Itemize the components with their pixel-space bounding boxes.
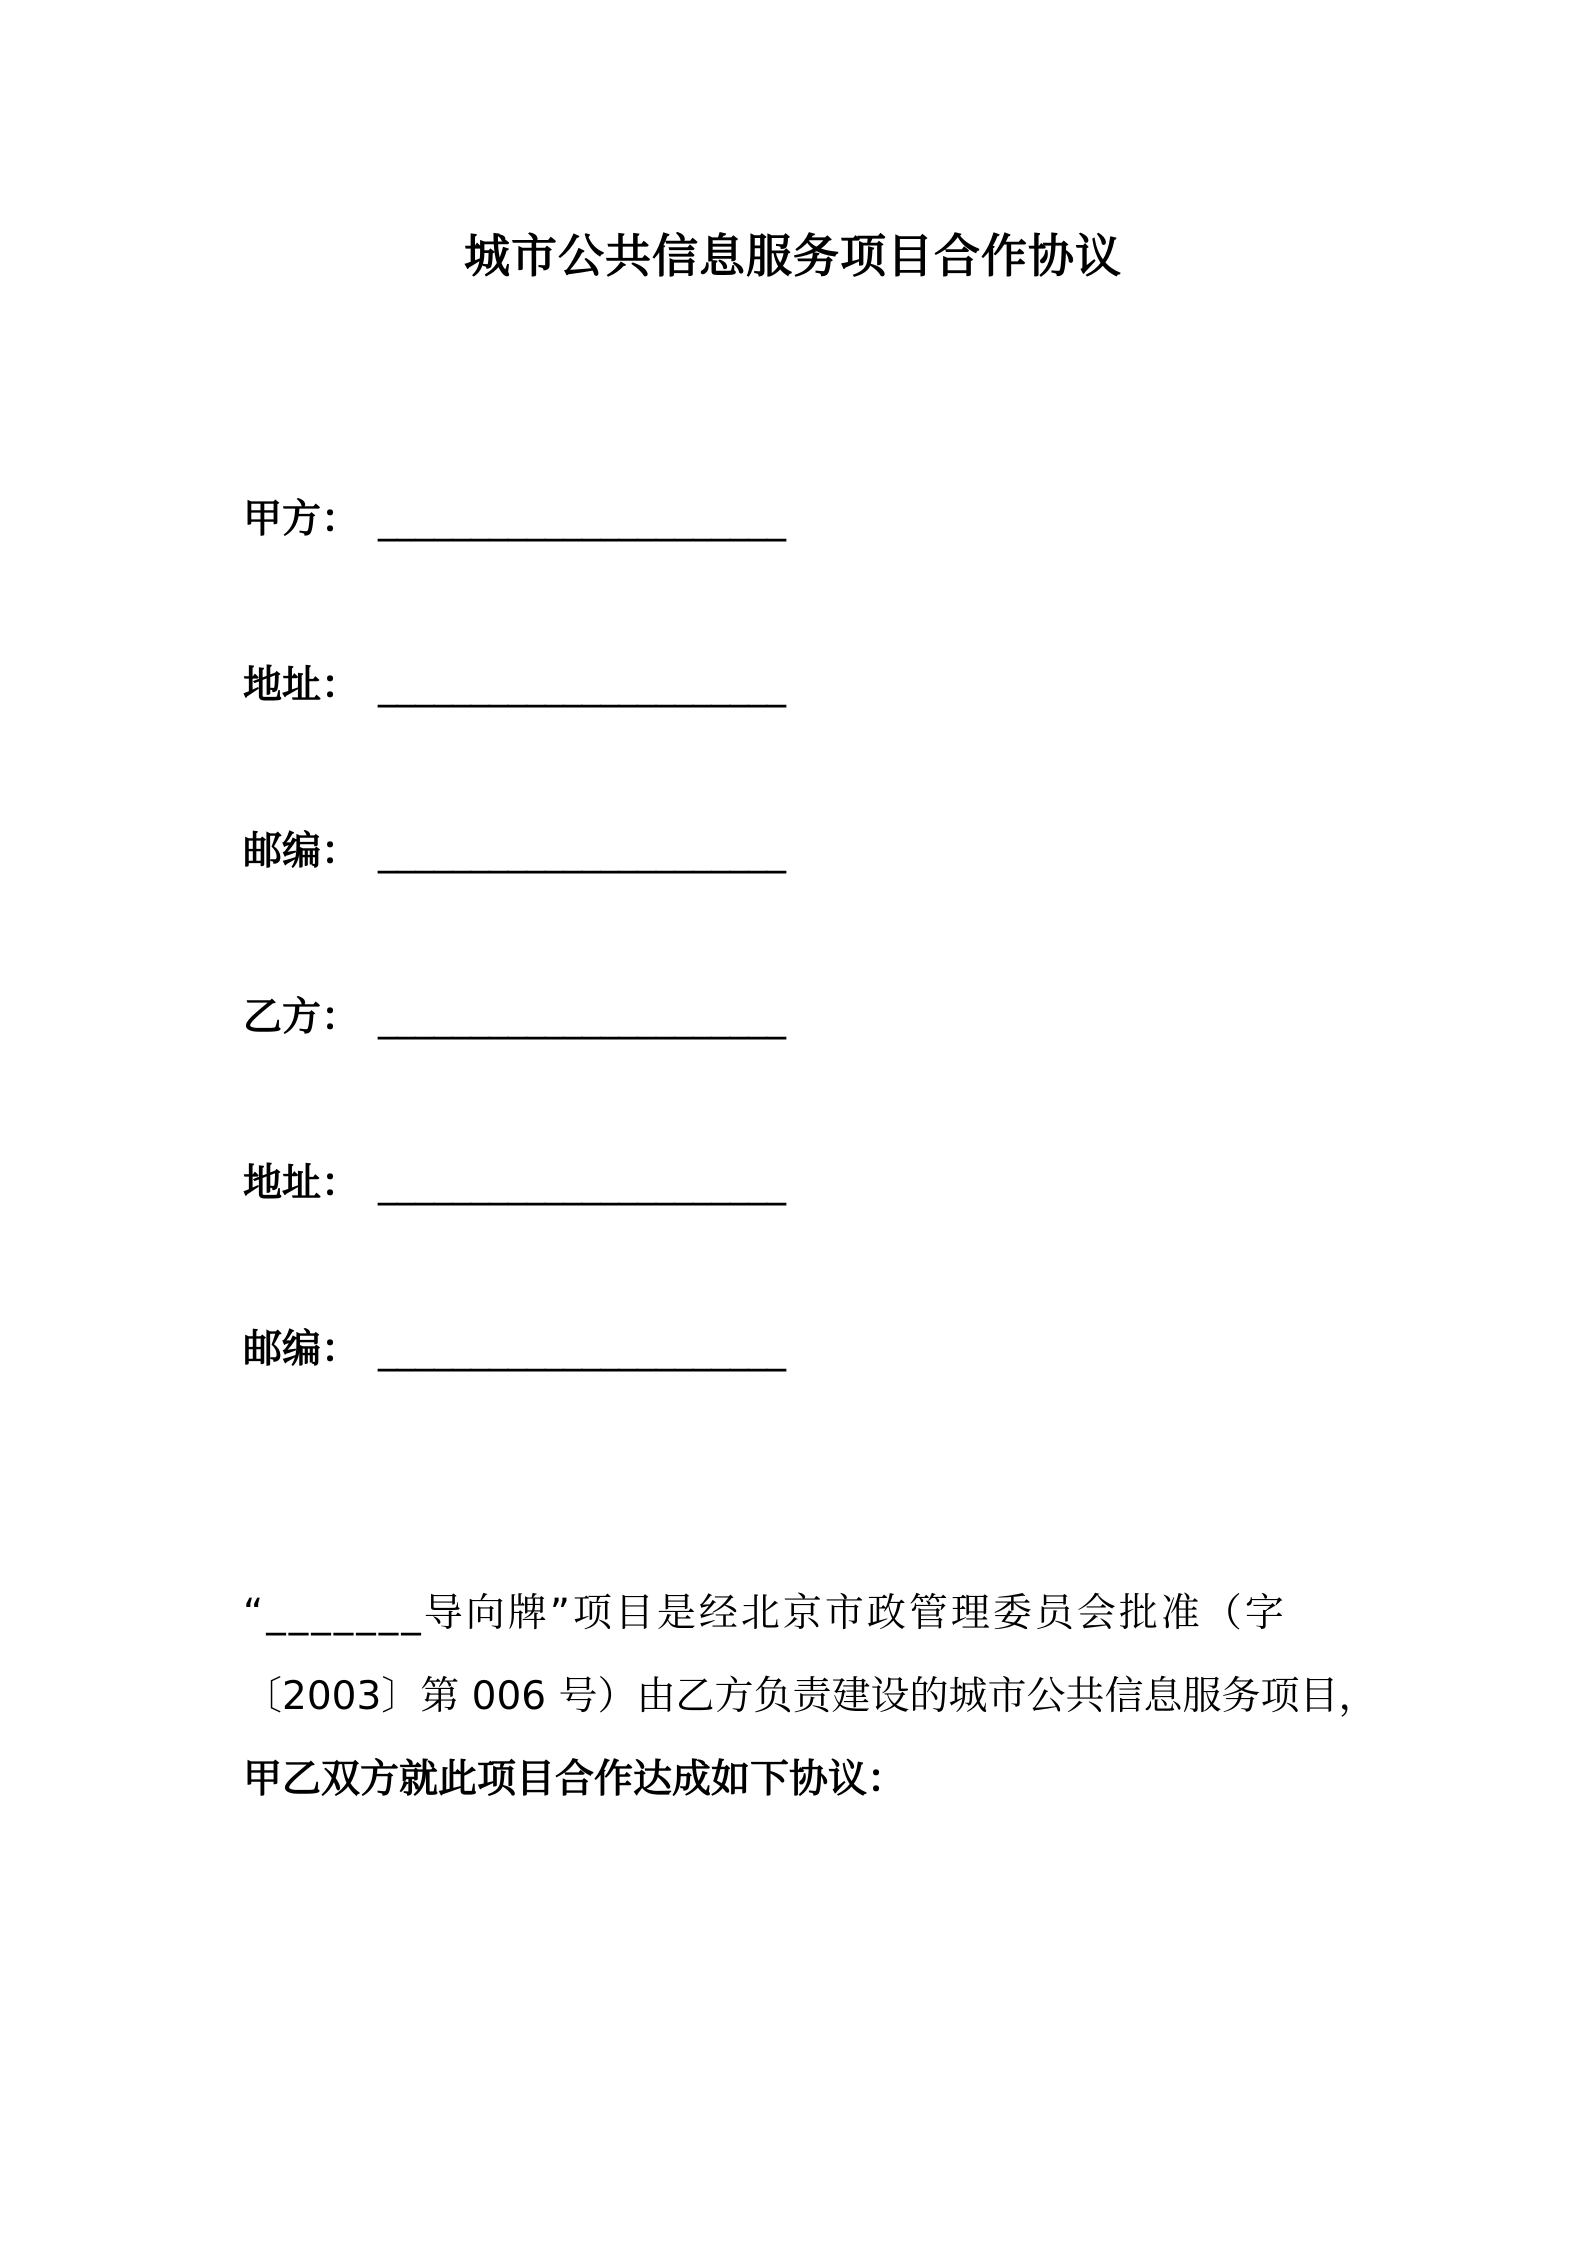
field-label: 地址： — [243, 663, 361, 708]
field-blank: ______________________ — [378, 663, 786, 708]
paragraph-line-1: “_______导向牌”项目是经北京市政管理委员会批准（字 — [243, 1591, 1287, 1636]
field-label: 邮编： — [243, 829, 361, 874]
field-label: 邮编： — [243, 1327, 361, 1372]
field-blank: ______________________ — [378, 1327, 786, 1372]
field-blank: ______________________ — [378, 497, 786, 542]
party-a-field — [243, 497, 786, 542]
field-blank: ______________________ — [378, 829, 786, 874]
party-b-address-field — [243, 1161, 786, 1206]
field-label: 地址： — [243, 1161, 361, 1206]
field-label: 乙方： — [243, 995, 361, 1040]
document-title: 城市公共信息服务项目合作协议 — [464, 229, 1122, 283]
party-b-postcode-field — [243, 1327, 786, 1372]
party-a-address-field — [243, 663, 786, 708]
field-label: 甲方： — [243, 497, 361, 542]
party-a-postcode-field — [243, 829, 786, 874]
paragraph-line-3: 甲乙双方就此项目合作达成如下协议： — [243, 1757, 907, 1802]
paragraph-line-2: 〔2003〕第 006 号）由乙方负责建设的城市公共信息服务项目， — [243, 1674, 1378, 1719]
field-blank: ______________________ — [378, 995, 786, 1040]
field-blank: ______________________ — [378, 1161, 786, 1206]
intro-paragraph — [243, 1572, 1378, 1821]
party-b-field — [243, 995, 786, 1040]
